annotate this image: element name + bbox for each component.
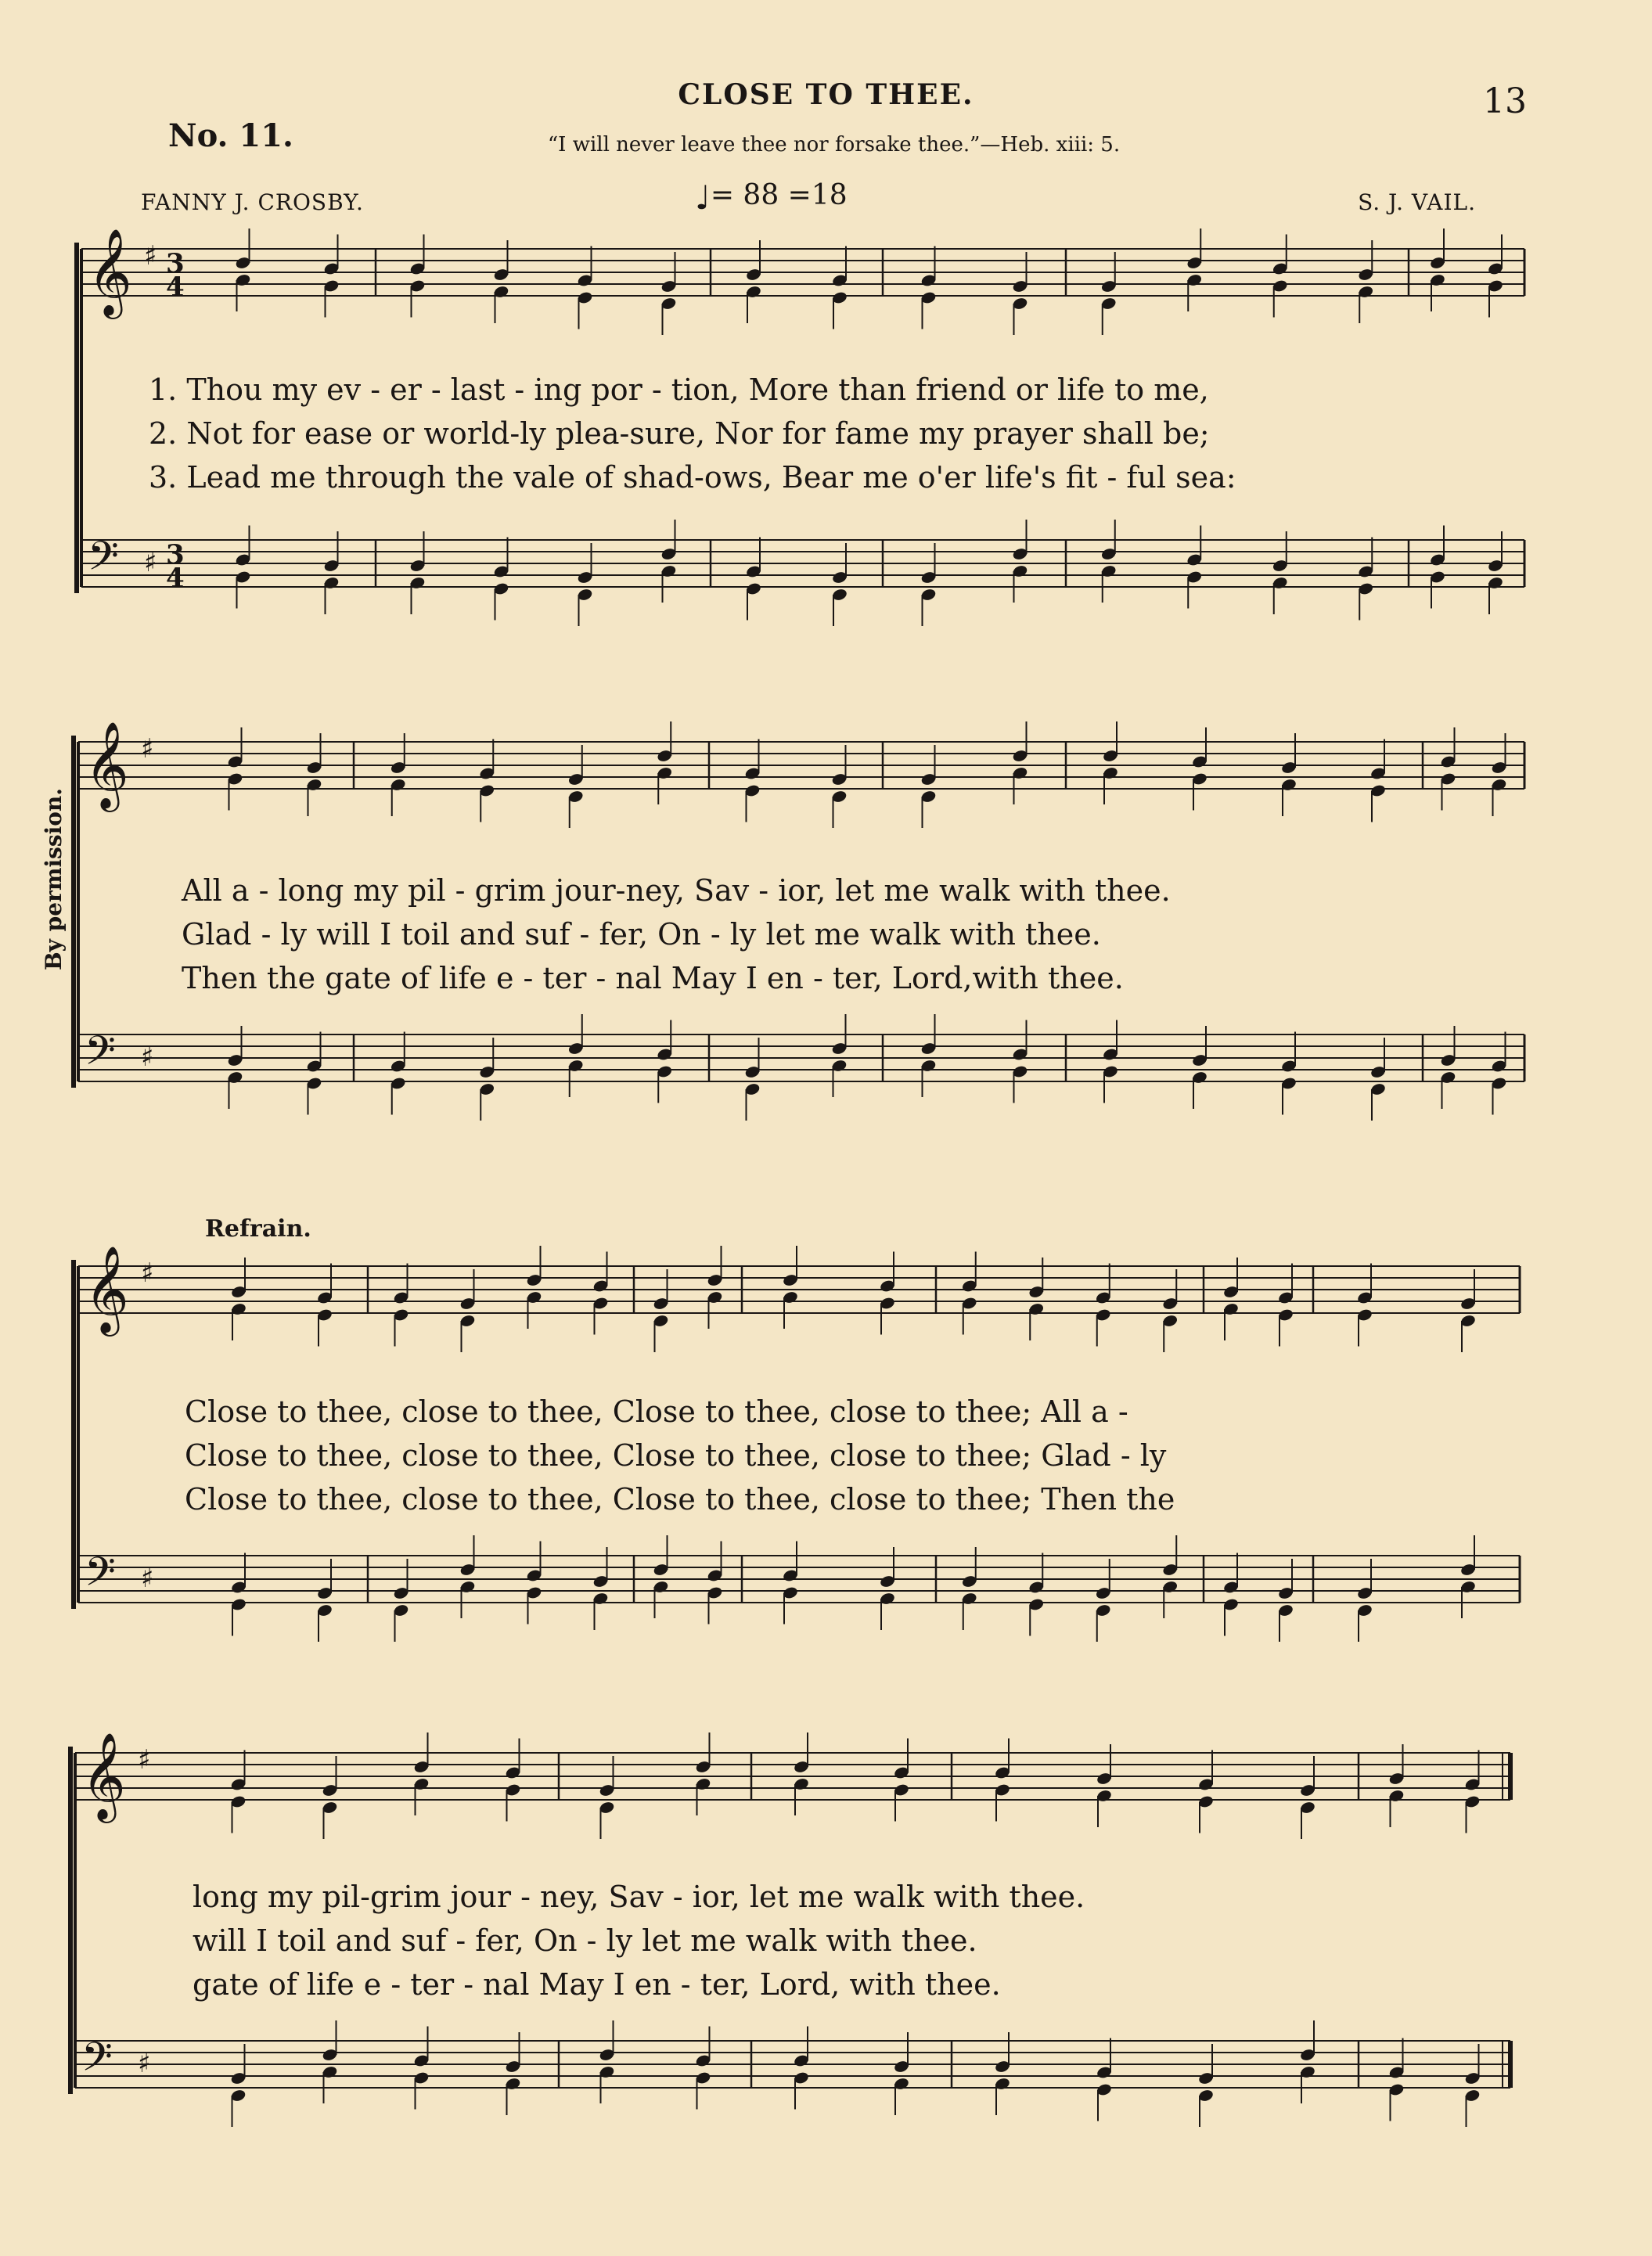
lyric-verse-2: will I toil and suf - fer, On - ly let me walk with thee. [193, 1923, 977, 1958]
lyric-verse-1: All a - long my pil - grim jour-ney, Sav - ior, let me walk with thee. [182, 873, 1171, 908]
sharp-icon: ♯ [141, 1042, 154, 1073]
lyric-verse-3: Close to thee, close to thee, Close to thee, close to thee; Then the [185, 1482, 1175, 1517]
treble-clef-icon: 𝄞 [85, 721, 129, 808]
time-signature-icon: 3 [166, 248, 185, 279]
lyric-verse-1: 1. Thou my ev - er - last - ing por - tion, More than friend or life to me, [149, 372, 1209, 407]
treble-clef-icon: 𝄞 [81, 1732, 126, 1819]
permission-note: By permission. [41, 787, 67, 970]
lyric-verse-2: Close to thee, close to thee, Close to thee, close to thee; Glad - ly [185, 1438, 1167, 1473]
lyric-verse-2: 2. Not for ease or world-ly plea-sure, Nor for fame my prayer shall be; [149, 416, 1210, 451]
tempo-value: = 88 =18 [710, 179, 848, 211]
sharp-icon: ♯ [141, 1563, 154, 1594]
lyric-verse-3: Then the gate of life e - ter - nal May I en - ter, Lord,with thee. [182, 961, 1124, 995]
page-number: 13 [1483, 81, 1527, 121]
refrain-label: Refrain. [205, 1215, 311, 1243]
system-1-lyrics [149, 368, 1510, 499]
bass-clef-icon: 𝄢 [88, 532, 119, 589]
bass-clef-icon: 𝄢 [85, 1027, 116, 1084]
time-signature-icon: 4 [166, 272, 185, 303]
lyric-verse-2: Glad - ly will I toil and suf - fer, On - ly let me walk with thee. [182, 917, 1101, 952]
hymn-title: CLOSE TO THEE. [678, 78, 974, 111]
quarter-note-icon: ♩ [695, 178, 711, 217]
lyric-verse-3: 3. Lead me through the vale of shad-ows, Bear me o'er life's fit - ful sea: [149, 460, 1236, 495]
treble-clef-icon: 𝄞 [85, 1245, 129, 1333]
system-2-lyrics [182, 869, 1543, 1000]
system-3-lyrics [185, 1390, 1546, 1521]
bass-clef-icon: 𝄢 [81, 2033, 113, 2090]
sharp-icon: ♯ [141, 733, 154, 765]
bass-clef-icon: 𝄢 [85, 1548, 116, 1605]
treble-clef-icon: 𝄞 [88, 228, 132, 315]
sharp-icon: ♯ [138, 2048, 151, 2079]
lyricist-credit: FANNY J. CROSBY. [141, 189, 364, 215]
sharp-icon: ♯ [144, 547, 157, 578]
time-signature-icon: 3 [166, 539, 185, 570]
lyric-verse-1: Close to thee, close to thee, Close to thee, close to thee; All a - [185, 1394, 1128, 1429]
time-signature-icon: 4 [166, 563, 185, 594]
sharp-icon: ♯ [138, 1744, 151, 1776]
composer-credit: S. J. VAIL. [1358, 189, 1476, 215]
system-4-lyrics [193, 1875, 1554, 2006]
scripture-epigraph: “I will never leave thee nor forsake thee.”—Heb. xiii: 5. [547, 133, 1121, 157]
sharp-icon: ♯ [144, 240, 157, 272]
lyric-verse-3: gate of life e - ter - nal May I en - ter, Lord, with thee. [193, 1967, 1001, 2002]
lyric-verse-1: long my pil-grim jour - ney, Sav - ior, let me walk with thee. [193, 1880, 1085, 1914]
sharp-icon: ♯ [141, 1258, 154, 1289]
hymn-number: No. 11. [168, 117, 293, 154]
